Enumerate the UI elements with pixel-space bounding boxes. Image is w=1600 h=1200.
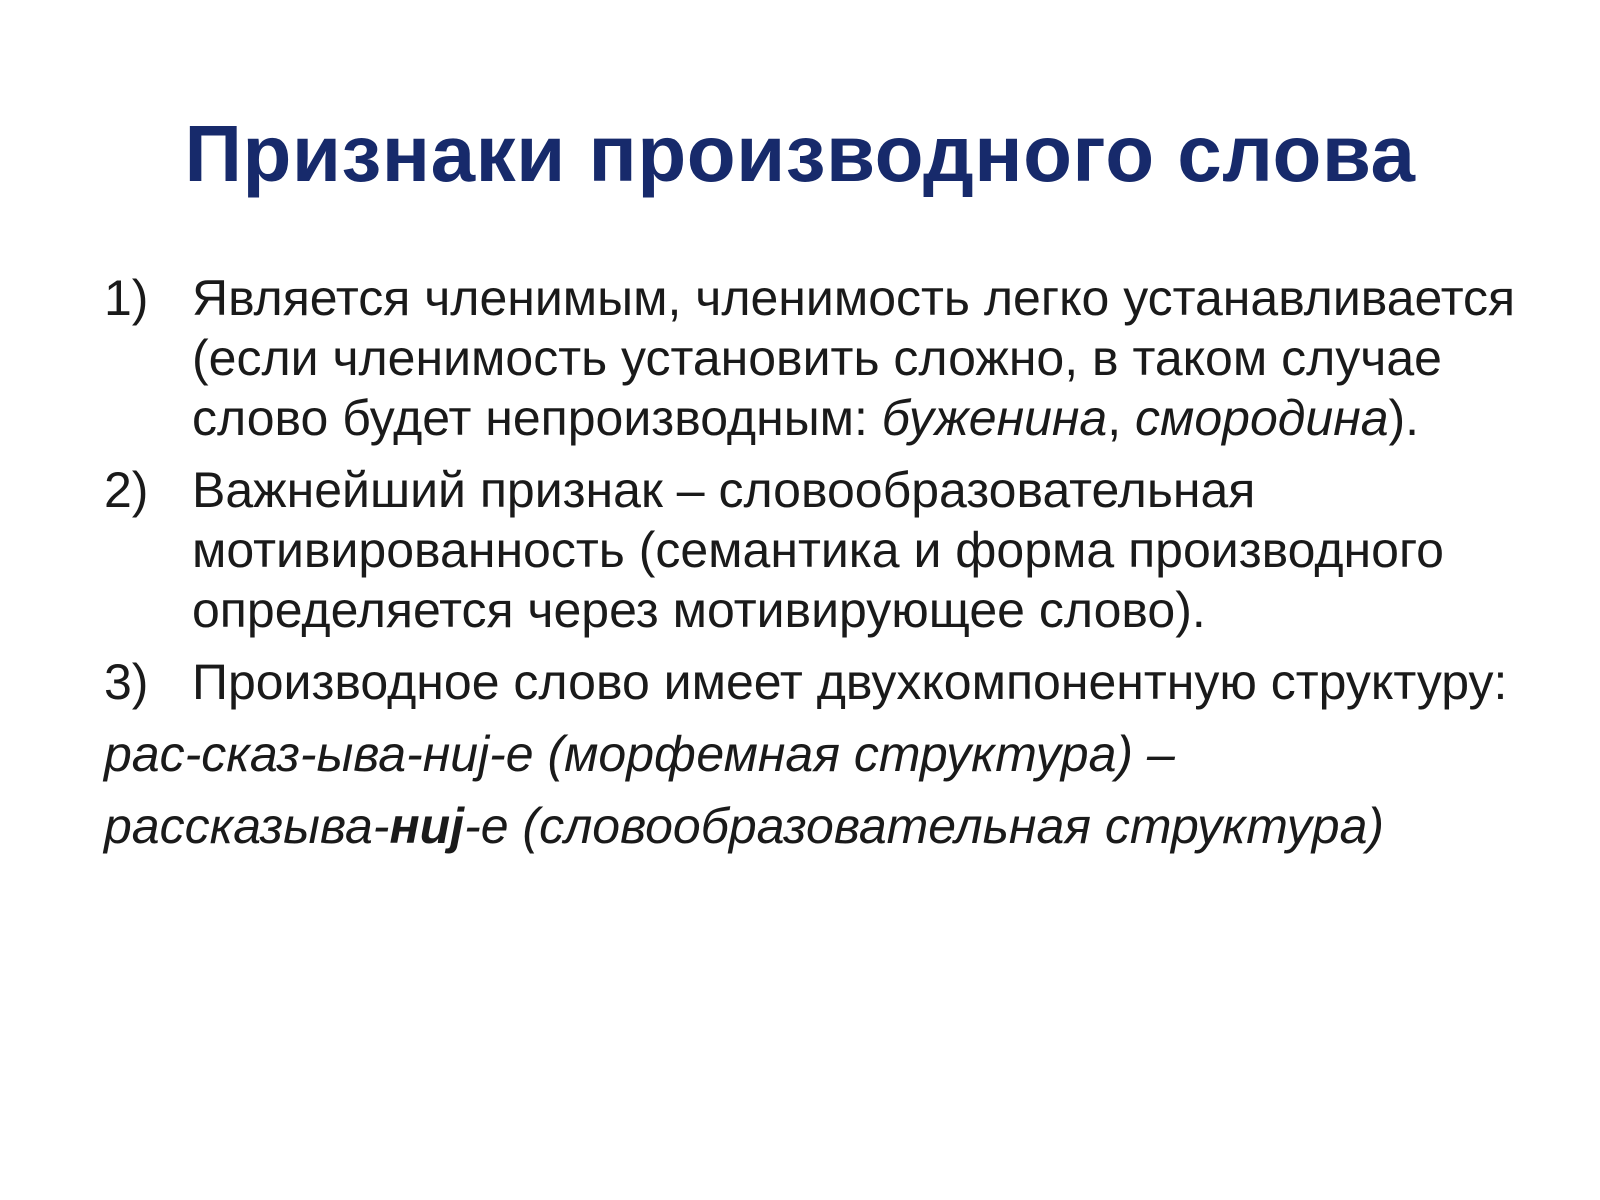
example-separator: ,: [1107, 390, 1136, 446]
list-item-2: [104, 460, 1544, 640]
list-item-text-end: ).: [1388, 390, 1420, 446]
list-item-text: Важнейший признак – словообразовательная мотивированность (семантика и форма производного определяется через мотивирующее слово).: [192, 462, 1444, 638]
list-item-number: 1): [104, 270, 149, 326]
list-item-text-main: Является членимым, членимость легко устанавливается (если членимость установить сложно, в таком случае слово будет непроизводным:: [192, 270, 1516, 446]
list-item-number: 3): [104, 654, 149, 710]
list-item-text: Производное слово имеет двухкомпонентную структуру:: [192, 654, 1508, 710]
list-item-text: [192, 268, 1544, 448]
derivational-suffix: -е (словообразовательная структура): [464, 798, 1385, 854]
derivational-structure-line: [104, 796, 1544, 856]
derivational-formant: ниj: [389, 798, 465, 854]
morpheme-structure-line: рас-сказ-ыва-ниj-е (морфемная структура) –: [104, 726, 1175, 782]
list-item-3: [104, 652, 1544, 712]
feature-list: [104, 268, 1544, 862]
slide-title: Признаки производного слова: [184, 109, 1416, 198]
list-item-number: 2): [104, 462, 149, 518]
example-word-1: буженина: [881, 390, 1108, 446]
example-word-2: смородина: [1135, 390, 1389, 446]
derivational-prefix: рассказыва-: [104, 798, 390, 854]
list-item-1: [104, 268, 1544, 448]
